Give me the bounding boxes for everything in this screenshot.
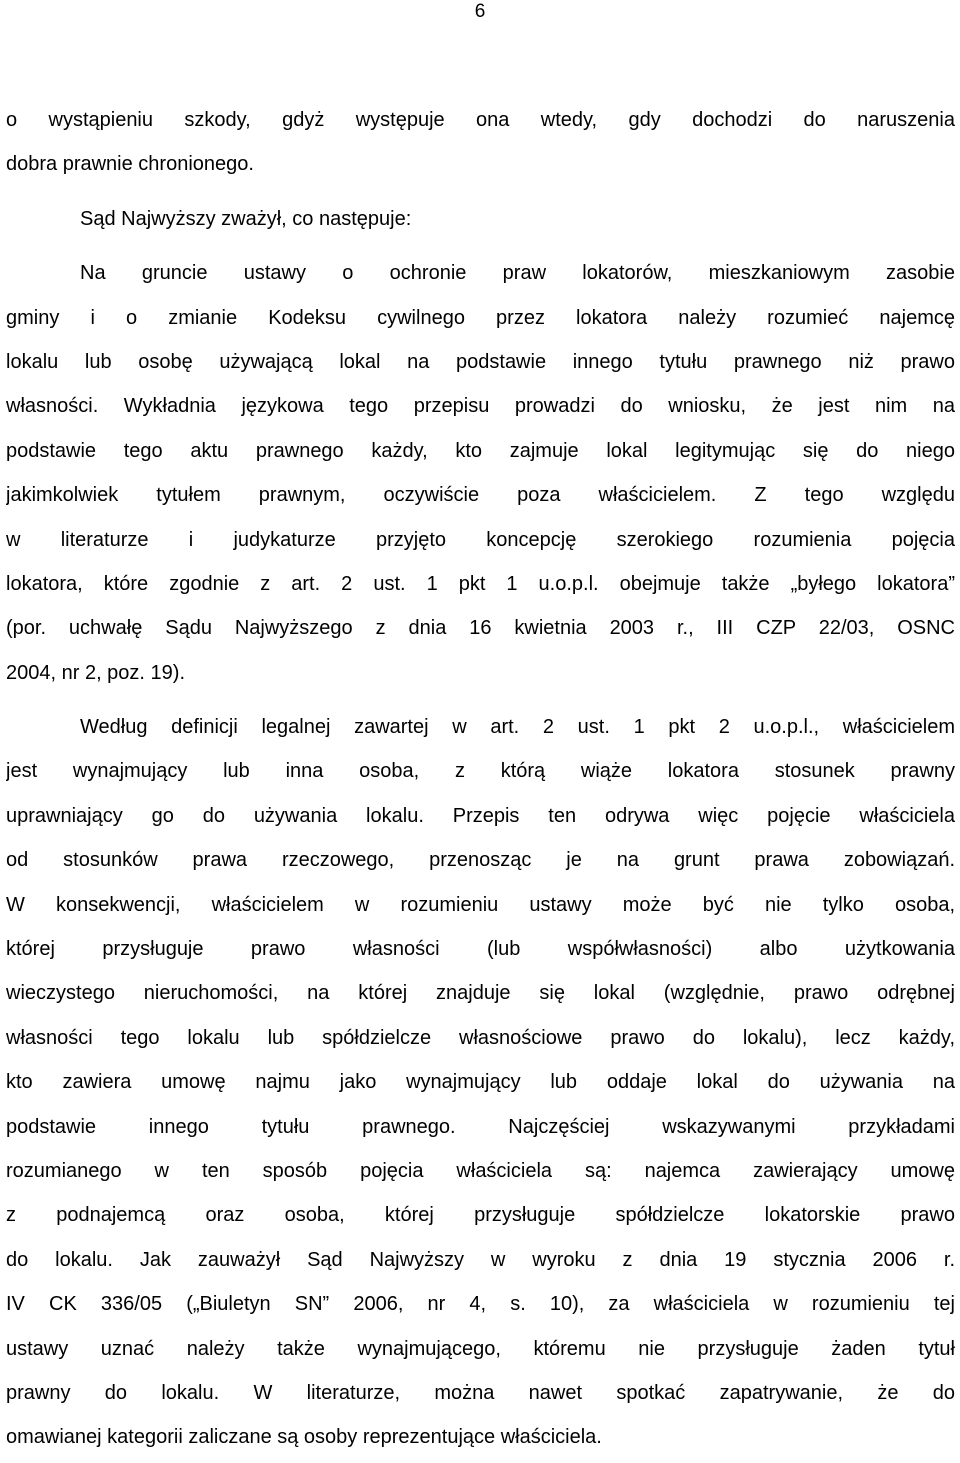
page-number: 6 xyxy=(474,1,486,22)
paragraph-wlasciciel-definition xyxy=(6,705,955,1460)
text-line: do lokalu. Jak zauważył Sąd Najwyższy w wyroku z dnia 19 stycznia 2006 r. xyxy=(6,1248,955,1271)
text-line: podstawie innego tytułu prawnego. Najczęściej wskazywanymi przykładami xyxy=(6,1115,955,1138)
text-line: rozumianego w ten sposób pojęcia właściciela są: najemca zawierający umowę xyxy=(6,1159,955,1182)
text-line: Sąd Najwyższy zważył, co następuje: xyxy=(80,207,412,230)
text-line: której przysługuje prawo własności (lub współwłasności) albo użytkowania xyxy=(6,938,955,961)
text-line: własności tego lokalu lub spółdzielcze własnościowe prawo do lokalu), lecz każdy, xyxy=(6,1026,955,1049)
text-line: lokalu lub osobę używającą lokal na podstawie innego tytułu prawnego niż prawo xyxy=(6,350,955,373)
text-line: W konsekwencji, właścicielem w rozumieniu ustawy może być nie tylko osoba, xyxy=(6,893,955,916)
text-line: kto zawiera umowę najmu jako wynajmujący lub oddaje lokal do używania na xyxy=(6,1071,955,1094)
text-line: jakimkolwiek tytułem prawnym, oczywiście poza właścicielem. Z tego względu xyxy=(6,484,955,507)
text-line: wieczystego nieruchomości, na której znajduje się lokal (względnie, prawo odrębnej xyxy=(6,982,955,1005)
text-line: o wystąpieniu szkody, gdyż występuje ona wtedy, gdy dochodzi do naruszenia xyxy=(6,109,955,131)
text-line: podstawie tego aktu prawnego każdy, kto zajmuje lokal legitymując się do niego xyxy=(6,439,955,462)
text-line: IV CK 336/05 („Biuletyn SN” 2006, nr 4, s. 10), za właściciela w rozumieniu tej xyxy=(6,1293,955,1316)
text-line: 2004, nr 2, poz. 19). xyxy=(6,661,186,684)
paragraph-court-statement xyxy=(6,197,955,241)
body-text xyxy=(6,98,955,1460)
text-line: prawny do lokalu. W literaturze, można nawet spotkać zapatrywanie, że do xyxy=(6,1381,955,1404)
text-line: gminy i o zmianie Kodeksu cywilnego przez lokatora należy rozumieć najemcę xyxy=(6,306,955,329)
text-line: (por. uchwałę Sądu Najwyższego z dnia 16 kwietnia 2003 r., III CZP 22/03, OSNC xyxy=(6,617,955,640)
text-line: Na gruncie ustawy o ochronie praw lokatorów, mieszkaniowym zasobie xyxy=(80,262,955,285)
text-line: z podnajemcą oraz osoba, której przysługuje spółdzielcze lokatorskie prawo xyxy=(6,1204,955,1227)
paragraph-lokator-definition xyxy=(6,251,955,695)
text-line: ustawy uznać należy także wynajmującego, któremu nie przysługuje żaden tytuł xyxy=(6,1337,955,1360)
text-line: od stosunków prawa rzeczowego, przenosząc je na grunt prawa zobowiązań. xyxy=(6,849,955,872)
text-line: Według definicji legalnej zawartej w art. 2 ust. 1 pkt 2 u.o.p.l., właścicielem xyxy=(80,716,955,739)
text-line: lokatora, które zgodnie z art. 2 ust. 1 pkt 1 u.o.p.l. obejmuje także „byłego lokatora” xyxy=(6,572,955,595)
text-line: uprawniający go do używania lokalu. Przepis ten odrywa więc pojęcie właściciela xyxy=(6,804,955,827)
text-line: omawianej kategorii zaliczane są osoby reprezentujące właściciela. xyxy=(6,1426,602,1449)
text-line: dobra prawnie chronionego. xyxy=(6,153,254,176)
text-line: własności. Wykładnia językowa tego przepisu prowadzi do wniosku, że jest nim na xyxy=(6,395,955,418)
paragraph-continuation xyxy=(6,98,955,187)
text-line: jest wynajmujący lub inna osoba, z którą wiąże lokatora stosunek prawny xyxy=(6,760,955,783)
text-line: w literaturze i judykaturze przyjęto koncepcję szerokiego rozumienia pojęcia xyxy=(6,528,955,551)
